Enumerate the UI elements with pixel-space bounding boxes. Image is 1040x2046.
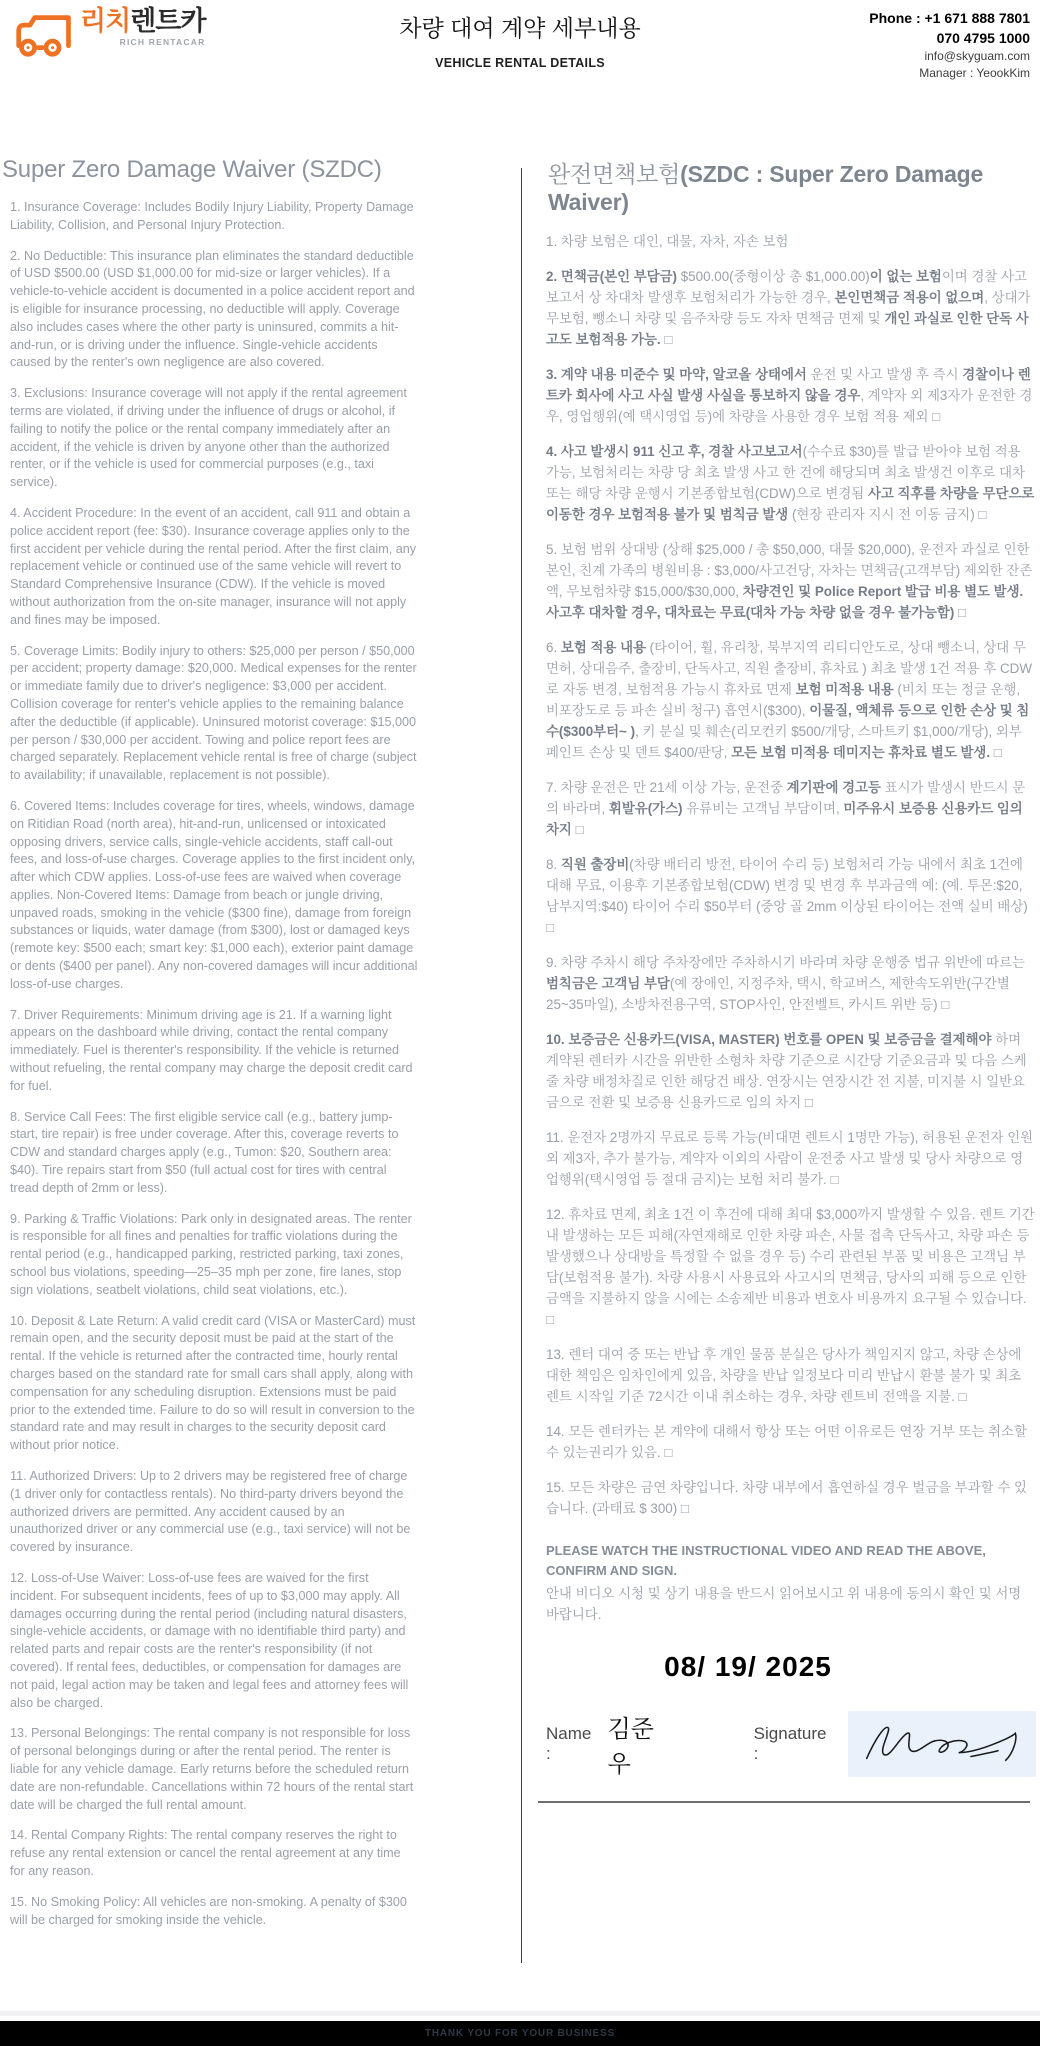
english-term-1: 1. Insurance Coverage: Includes Bodily Injury Liability, Property Damage Liability, Collision, and Personal Injury Protection. [10, 200, 414, 232]
english-terms-heading: Super Zero Damage Waiver (SZDC) [2, 156, 382, 183]
logo-subtext: RICH RENTACAR [119, 37, 206, 47]
korean-terms-heading-ko: 완전면책보험 [548, 161, 681, 187]
logo-korean-orange: 리치 [80, 6, 131, 36]
english-term-11: 11. Authorized Drivers: Up to 2 drivers may be registered free of charge (1 driver only for contactless rentals). No third-party drivers beyond the authorized drivers are permitted. Any accident caused by an unauthorized driver or any commercial use (e.g., taxi service) will not be covered by insurance. [10, 1469, 411, 1555]
english-term-9: 9. Parking & Traffic Violations: Park only in designated areas. The renter is responsible for all fines and penalties for traffic violations during the rental period (e.g., handicapped parking, restricted parking, taxi zones, school bus violations, speeding—25–35 mph per zone, fire lanes, stop sign violations, seatbelt violations, child seat violations, etc.). [10, 1211, 412, 1297]
document-title-block [300, 10, 740, 70]
korean-term-8: 8. 직원 출장비(차량 배터리 방전, 타이어 수리 등) 보험처리 가능 내에서 최초 1건에 대해 무료, 이용후 기본종합보험(CDW) 변경 및 변경 후 부과금액 예: (예. 투몬:$20, 남부지역:$40) 타이어 수리 $50부터 (중앙 골 2mm 이상된 타이어는 전액 실비 배상) □ [546, 857, 1028, 935]
notice-english-line1: PLEASE WATCH THE INSTRUCTIONAL VIDEO AND READ THE ABOVE, [546, 1543, 986, 1558]
signature-underline [538, 1801, 1030, 1803]
korean-terms-column [538, 156, 1036, 1803]
email-address: info@skyguam.com [924, 49, 1030, 63]
renter-name: 김준우 [607, 1716, 654, 1778]
korean-term-13: 13. 렌터 대여 중 또는 반납 후 개인 물품 분실은 당사가 책임지지 않고, 차량 손상에 대한 책임은 임차인에게 있음, 차량을 반납 일정보다 미리 반납시 환불 불가 및 최초 렌트 시작일 기준 72시간 이내 취소하는 경우, 차량 렌트비 전액을 지불. □ [546, 1347, 1022, 1404]
notice-korean: 안내 비디오 시청 및 상기 내용을 반드시 읽어보시고 위 내용에 동의시 확인 및 서명 바랍니다. [546, 1586, 1022, 1622]
manager-name: Manager : YeookKim [919, 66, 1030, 80]
english-term-5: 5. Coverage Limits: Bodily injury to others: $25,000 per person / $50,000 per accident; property damage: $20,000. Medical expenses for the renter or immediate family due to driver's negligence: $3,000 per accident. Collision coverage for renter's vehicle applies to the remaining balance after the deductible (if applicable). Uninsured motorist coverage: $15,000 per person / $30,000 per accident. Towing and police report fees are charged separately. Replacement vehicle rental is free of charge (subject to availability; if unavailable, replacement is not possible). [10, 643, 417, 783]
confirmation-notice [546, 1541, 1036, 1625]
korean-terms-heading-en: (SZDC : Super Zero Damage Waiver) [548, 161, 984, 215]
page-header [0, 0, 1040, 110]
phone-number-1: Phone : +1 671 888 7801 [869, 10, 1030, 26]
logo-text [80, 8, 205, 47]
contact-info [869, 8, 1030, 82]
english-term-14: 14. Rental Company Rights: The rental company reserves the right to refuse any rental extension or cancel the rental agreement at any time for any reason. [10, 1828, 401, 1878]
korean-term-12: 12. 휴차료 면제, 최초 1건 이 후건에 대해 최대 $3,000까지 발생할 수 있음. 렌트 기간 내 발생하는 모든 피해(자연재해로 인한 차량 파손, 사물 접촉 단독사고, 차량 파손 등 발생했으나 상대방을 특정할 수 없을 경우 등) 수리 관련된 부품 및 비용은 고객님 부담(보험적용 불가). 차량 사용시 사용료와 사고시의 면책금, 당사의 피해 등으로 인한 금액을 지불하지 않을 시에는 소송제반 비용과 변호사 비용까지 요구될 수 있습니다. □ [546, 1207, 1035, 1327]
signature-label: Signature : [753, 1724, 827, 1763]
korean-term-5: 5. 보험 범위 상대방 (상해 $25,000 / 총 $50,000, 대물 $20,000), 운전자 과실로 인한 본인, 친계 가족의 병원비용 : $3,000/사고건당, 자차는 면책금(고객부담) 제외한 잔존액, 무보험차량 $15,000/$30,000, 차량견인 및 Police Report 발급 비용 별도 발생. 사고후 대차할 경우, 대차료는 무료(대차 가능 차량 없을 경우 불가능함) □ [546, 542, 1033, 620]
signature-image [854, 1714, 1030, 1775]
korean-term-1: 1. 차량 보험은 대인, 대물, 자차, 자손 보험 [546, 234, 789, 249]
korean-term-3: 3. 계약 내용 미준수 및 마약, 알코올 상태에서 운전 및 사고 발생 후 즉시 경찰이나 렌트카 회사에 사고 사실 발생 사실을 통보하지 않을 경우, 계약자 외 제3자가 운전한 경우, 영업행위(예 택시영업 등)에 차량을 사용한 경우 보험 적용 제외 □ [546, 367, 1033, 424]
footer-message: THANK YOU FOR YOUR BUSINESS [424, 2028, 616, 2039]
english-term-8: 8. Service Call Fees: The first eligible service call (e.g., battery jump-start, tire repair) is free under coverage. After this, coverage reverts to CDW and standard charges apply (e.g., Tumon: $20, Southern area: $40). Tire repairs start from $50 (full actual cost for tires with central tread depth of 2mm or less). [10, 1109, 399, 1195]
document-title-korean: 차량 대여 계약 세부내용 [399, 15, 641, 41]
korean-term-7: 7. 차량 운전은 만 21세 이상 가능, 운전중 계기판에 경고등 표시가 발생시 반드시 문의 바라며, 휘발유(가스) 유류비는 고객님 부담이며, 미주유시 보증용 신용카드 임의 차지 □ [546, 780, 1026, 837]
korean-term-6: 6. 보험 적용 내용 (타이어, 휠, 유리창, 북부지역 리티디안도로, 상대 뺑소니, 상대 무면허, 상대음주, 출장비, 단독사고, 직원 출장비, 휴차료 ) 최초 발생 1건 적용 후 CDW로 자동 변경, 보험적용 가능시 휴차료 면제 보험 미적용 내용 (비치 또는 정글 운행, 비포장도로 등 파손 실비 청구) 흡연시($300), 이물질, 액체류 등으로 인한 손상 및 침수($300부터~ ), 키 분실 및 훼손(리모컨키 $500/개당, 스마트키 $1,000/개당), 외부 페인트 손상 및 덴트 $400/판당, 모든 보험 미적용 데미지는 휴차료 별도 발생. □ [546, 640, 1032, 760]
phone-number-2: 070 4795 1000 [936, 30, 1030, 46]
truck-icon [14, 8, 76, 59]
document-title-english: VEHICLE RENTAL DETAILS [435, 56, 605, 70]
company-logo [14, 8, 205, 59]
logo-korean-dark: 렌트카 [130, 6, 206, 36]
name-label: Name : [546, 1724, 592, 1763]
english-term-6: 6. Covered Items: Includes coverage for tires, wheels, windows, damage on Ritidian Road (north area), hit-and-run, unlicensed or intoxicated opposing drivers, service calls, single-vehicle accidents, staff call-out fees, and loss-of-use charges. Coverage applies to the first incident only, after which CDW applies. Loss-of-use fees are waived when coverage applies. Non-Covered Items: Damage from beach or jungle driving, unpaved roads, smoking in the vehicle ($300 fine), damage from foreign substances or liquids, water damage (from $300), lost or damaged keys (remote key: $500 each; smart key: $1,000 each), exterior paint damage or dents ($400 per panel). Any non-covered damages will incur additional loss-of-use charges. [10, 798, 418, 991]
english-term-15: 15. No Smoking Policy: All vehicles are non-smoking. A penalty of $300 will be charged for smoking inside the vehicle. [10, 1894, 407, 1927]
contract-date: 08/ 19/ 2025 [664, 1651, 832, 1682]
english-term-3: 3. Exclusions: Insurance coverage will not apply if the rental agreement terms are violated, if driving under the influence of drugs or alcohol, if failing to notify the police or the rental company immediately after an accident, if the vehicle is driven by anyone other than the authorized renter, or if the vehicle is used for commercial purposes (e.g., taxi service). [10, 386, 407, 490]
korean-term-15: 15. 모든 차량은 금연 차량입니다. 차량 내부에서 흡연하실 경우 벌금을 부과할 수 있습니다. (과태료 $ 300) □ [546, 1480, 1027, 1516]
english-terms-column [2, 156, 418, 1942]
signature-box [848, 1711, 1036, 1777]
korean-term-9: 9. 차량 주차시 해당 주차장에만 주차하시기 바라며 차량 운행중 법규 위반에 따르는 범칙금은 고객님 부담(예 장애인, 지정주차, 택시, 학교버스, 제한속도위반(구간별 25~35마일), 소방차전용구역, STOP사인, 안전벨트, 카시트 위반 등) □ [546, 955, 1025, 1012]
english-term-12: 12. Loss-of-Use Waiver: Loss-of-use fees are waived for the first incident. For subsequent incidents, fees of up to $3,000 may apply. All damages occurring during the rental period (including natural disasters, single-vehicle accidents, or damage with no identifiable third party) and related parts and repair costs are the renter's responsibility (if not covered). If rental fees, deductibles, or compensation for damages are not paid, legal action may be taken and legal fees and attorney fees will also be charged. [10, 1570, 409, 1710]
english-term-4: 4. Accident Procedure: In the event of an accident, call 911 and obtain a police accident report (fee: $30). Insurance coverage applies only to the first accident per vehicle during the rental period. After the first claim, any replacement vehicle or continued use of the same vehicle will revert to Standard Comprehensive Insurance (CDW). If the vehicle is moved without authorization from the on-site manager, insurance will not apply and fines may be imposed. [10, 505, 416, 627]
english-term-13: 13. Personal Belongings: The rental company is not responsible for loss of personal belongings during or after the rental period. The renter is liable for any vehicle damage. Early returns before the scheduled return date are non-refundable. Cancellations within 72 hours of the rental start date will be charged the full rental amount. [10, 1726, 414, 1812]
korean-term-14: 14. 모든 렌터카는 본 계약에 대해서 항상 또는 어떤 이유로든 연장 거부 또는 취소할 수 있는권리가 있음. □ [546, 1424, 1027, 1460]
footer-divider [0, 2011, 1040, 2016]
english-term-2: 2. No Deductible: This insurance plan eliminates the standard deductible of USD $500.00 (USD $1,000.00 for mid-size or larger vehicles). If a vehicle-to-vehicle accident is documented in a police accident report and is eligible for insurance processing, no deductible will apply. Coverage also includes cases where the other party is uninsured, commits a hit-and-run, or is driving under the influence. Single-vehicle accidents caused by the renter's own negligence are also covered. [10, 248, 415, 370]
korean-term-2: 2. 면책금(본인 부담금) $500.00(중형이상 총 $1,000.00)이 없는 보험이며 경찰 사고보고서 상 차대차 발생후 보험처리가 가능한 경우, 본인면책금 적용이 없으며, 상대가 무보험, 뺑소니 차량 및 음주차량 등도 자차 면책금 면제 및 개인 과실로 인한 단독 사고도 보험적용 가능. □ [546, 269, 1031, 347]
column-divider [521, 168, 522, 1963]
english-term-10: 10. Deposit & Late Return: A valid credit card (VISA or MasterCard) must remain open, and the security deposit must be paid at the start of the rental. If the vehicle is returned after the contracted time, hourly rental charges based on the standard rate for small cars shall apply, along with compensation for any scheduling disruption. Extensions must be paid prior to the extended time. Failure to do so will result in conversion to the standard rate and may result in charges to the security deposit card without prior notice. [10, 1313, 416, 1453]
footer-bar [0, 2021, 1040, 2046]
korean-term-4: 4. 사고 발생시 911 신고 후, 경찰 사고보고서(수수료 $30)를 발급 받아야 보험 적용 가능, 보험처리는 차량 당 최초 발생 사고 한 건에 해당되며 최초 발생건 이후로 대차 또는 해당 차량 운행시 기본종합보험(CDW)으로 변경됨 사고 직후를 차량을 무단으로 이동한 경우 보험적용 불가 및 범칙금 발생 (현장 관리자 지시 전 이동 금지) □ [546, 444, 1035, 522]
signature-row [546, 1709, 1036, 1779]
english-term-7: 7. Driver Requirements: Minimum driving age is 21. If a warning light appears on the dashboard while driving, contact the rental company immediately. Fuel is therenter's responsibility. If the vehicle is returned without refueling, the rental company may charge the deposit credit card for fuel. [10, 1007, 413, 1093]
korean-term-10: 10. 보증금은 신용카드(VISA, MASTER) 번호를 OPEN 및 보증금을 결제해야 하며 계약된 렌터카 시간을 위반한 소형차 차량 기준으로 시간당 기준요금과 및 다음 스케줄 차량 배정차질로 인한 해당건 배상. 연장시는 연장시간 전 지불, 미지불 시 일반요금으로 전환 및 보증용 신용카드로 임의 차지 □ [546, 1032, 1027, 1110]
korean-term-11: 11. 운전자 2명까지 무료로 등록 가능(비대면 렌트시 1명만 가능), 허용된 운전자 인원 외 제3자, 추가 불가능, 계약자 이외의 사람이 운전중 사고 발생 및 당사 차량으로 영업행위(택시영업 등 절대 금지)는 보험 처리 불가. □ [546, 1130, 1034, 1187]
notice-english-line2: CONFIRM AND SIGN. [546, 1563, 677, 1578]
korean-terms-heading [548, 156, 1036, 216]
